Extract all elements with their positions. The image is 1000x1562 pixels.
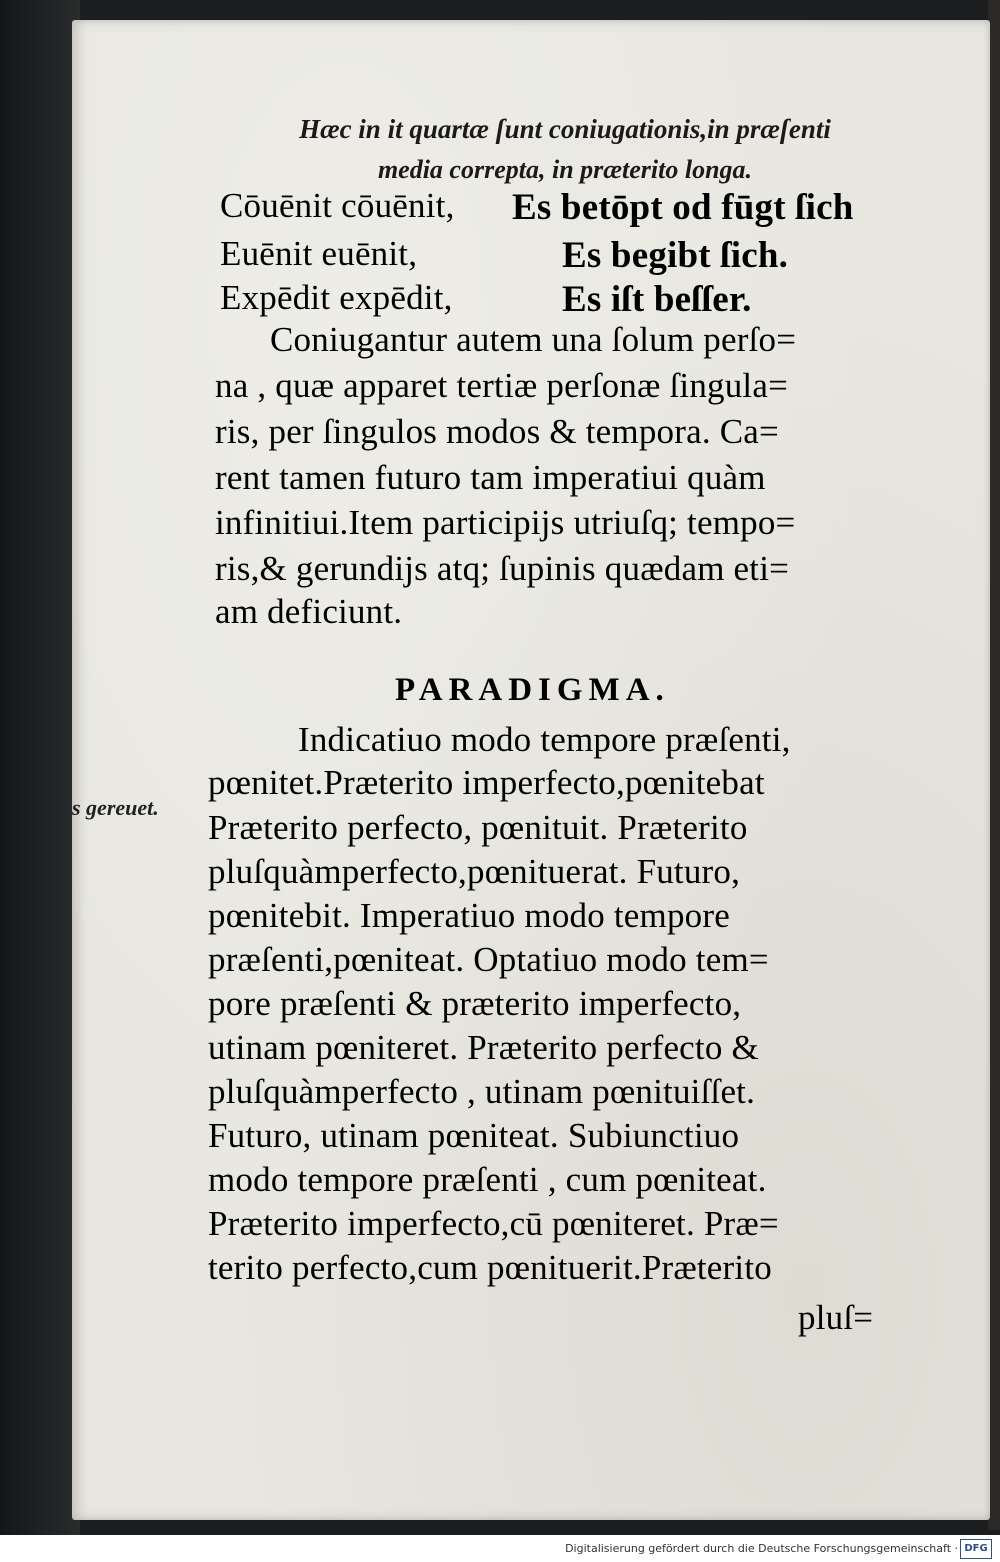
para1-line-3: ris, per ſingulos modos & tempora. Ca= [215, 412, 779, 451]
verb-german-2: Es begibt ſich. [562, 235, 789, 276]
footer-credit: Digitalisierung gefördert durch die Deutsche Forschungsgemeinschaft · [565, 1542, 958, 1555]
marginal-note: s gereuet. [72, 795, 159, 820]
para2-line-9: pluſquàmperfecto , utinam pœnituiſſet. [208, 1072, 756, 1111]
para2-line-11: modo tempore præſenti , cum pœniteat. [208, 1160, 767, 1199]
para1-line-4: rent tamen futuro tam imperatiui quàm [215, 458, 766, 497]
para2-line-6: præſenti,pœniteat. Optatiuo modo tem= [208, 940, 769, 979]
para1-line-7: am deficiunt. [215, 592, 403, 631]
verb-german-3: Es iſt beſſer. [562, 279, 752, 320]
header-line-1: Hæc in it quartæ ſunt coniugationis,in præſenti [299, 114, 831, 144]
book-cover-left [0, 0, 80, 1562]
header-line-2: media correpta, in præterito longa. [377, 155, 753, 184]
para2-line-13: terito perfecto,cum pœnituerit.Præterito [208, 1248, 772, 1287]
para2-line-2: pœnitet.Præterito imperfecto,pœnitebat [208, 763, 765, 802]
para1-line-5: infinitiui.Item participijs utriuſq; tempo= [215, 503, 796, 542]
para1-line-1: Coniugantur autem una ſolum perſo= [270, 320, 797, 359]
para2-line-5: pœnitebit. Imperatiuo modo tempore [208, 896, 730, 935]
para2-line-4: pluſquàmperfecto,pœnituerat. Futuro, [208, 852, 741, 891]
para2-line-8: utinam pœniteret. Præterito perfecto & [208, 1028, 759, 1067]
verb-latin-3: Expēdit expēdit, [220, 278, 453, 317]
section-title: PARADIGMA. [395, 672, 670, 708]
verb-german-1: Es betōpt od fūgt ſich [512, 187, 854, 228]
dfg-logo-icon: DFG [960, 1539, 992, 1559]
para1-line-6: ris,& gerundijs atq; ſupinis quædam eti= [215, 549, 790, 588]
para2-line-7: pore præſenti & præterito imperfecto, [208, 984, 742, 1023]
para2-line-10: Futuro, utinam pœniteat. Subiunctiuo [208, 1116, 740, 1155]
para2-line-3: Præterito perfecto, pœnituit. Præterito [208, 808, 748, 847]
verb-latin-2: Euēnit euēnit, [220, 234, 418, 273]
para2-line-12: Præterito imperfecto,cū pœniteret. Præ= [208, 1204, 779, 1243]
para1-line-2: na , quæ apparet tertiæ perſonæ ſingula= [215, 366, 789, 405]
catchword: pluſ= [798, 1298, 874, 1337]
verb-latin-1: Cōuēnit cōuēnit, [220, 186, 455, 225]
para2-line-1: Indicatiuo modo tempore præſenti, [298, 720, 791, 759]
